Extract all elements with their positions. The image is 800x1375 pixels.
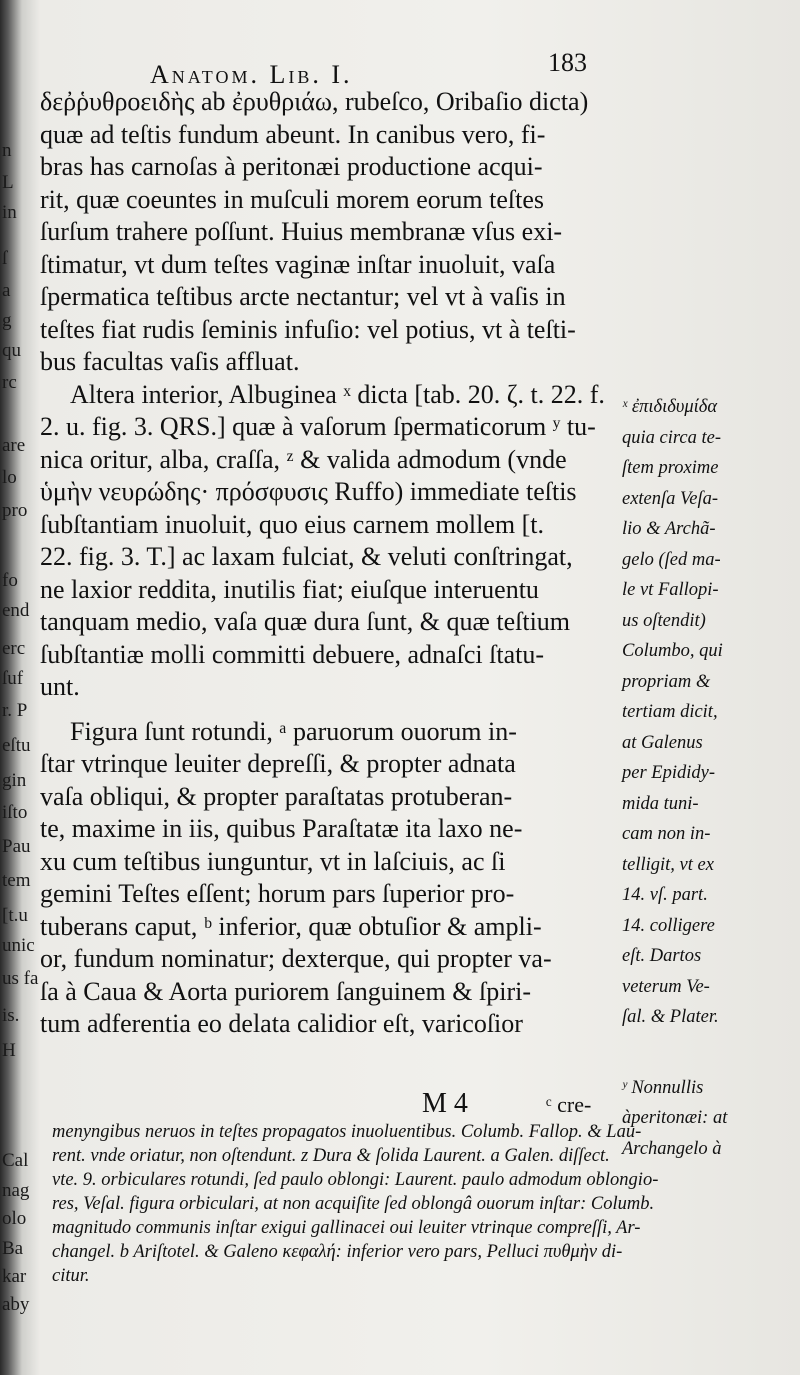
margin-note-line: eſt. Dartos (622, 946, 702, 966)
margin-note-line: àperitonæi: at (622, 1108, 728, 1128)
text-line: or, fundum nominatur; dexterque, qui propter va- (40, 944, 552, 973)
footnote-line: magnitudo communis inſtar exigui gallinacei oui leuiter vtrinque compreſſi, Ar- (52, 1218, 641, 1238)
gutter-fragment: [t.u (2, 905, 28, 926)
margin-note-line: mida tuni- (622, 793, 699, 814)
text-line: te, maxime in iis, quibus Paraſtatæ ita laxo ne- (40, 814, 523, 843)
text-line: ὑμὴν νευρώδης· πρόσφυσις Ruffo) immediate teſtis (40, 477, 577, 506)
gutter-fragment: ſuf (2, 668, 24, 689)
text-line: nica oritur, alba, craſſa, ᶻ & valida admodum (vnde (40, 444, 567, 474)
text-line: ſa à Caua & Aorta puriorem ſanguinem & ſpiri- (40, 976, 531, 1006)
text-line: 22. fig. 3. T.] ac laxam fulciat, & veluti conſtringat, (40, 542, 573, 571)
paragraph-start-line: Figura ſunt rotundi, ᵃ paruorum ouorum in- (70, 716, 517, 746)
footnote-line: changel. b Ariſtotel. & Galeno κεφαλή: inferior vero pars, Pelluci πυθμὴν di- (52, 1242, 623, 1262)
text-line: tum adferentia eo delata calidior eſt, varicoſior (40, 1009, 523, 1038)
text-line: teſtes fiat rudis ſeminis infuſio: vel potius, vt à teſti- (40, 314, 576, 344)
text-line: bus facultas vaſis affluat. (40, 347, 300, 376)
margin-note-line: at Galenus (622, 732, 703, 753)
gutter-fragment: Ba (2, 1238, 24, 1259)
text-line: δεῤῥυθροειδὴς ab ἐρυθριάω, rubeſco, Oribaſio dicta) (40, 87, 589, 116)
margin-note-line: telligit, vt ex (622, 854, 714, 875)
margin-note-line: ʸ Nonnullis (622, 1077, 704, 1098)
gutter-fragment: qu (2, 340, 21, 361)
margin-note-line: ſtem proxime (622, 458, 719, 478)
text-line: bras has carnoſas à peritonæi productione acqui- (40, 152, 543, 181)
gutter-fragment: g (2, 310, 12, 331)
footnote-line: rent. vnde oriatur, non oſtendunt. z Dura & ſolida Laurent. a Galen. diſſect. (52, 1146, 610, 1166)
gutter-fragment: pro (2, 500, 28, 521)
gutter-fragment: end (2, 600, 30, 621)
gutter-fragment: eſtu (2, 735, 31, 756)
text-line: vaſa obliqui, & propter paraſtatas protuberan- (40, 781, 513, 811)
margin-note-line: 14. vſ. part. (622, 885, 708, 905)
text-line: ſubſtantiæ molli committi debuere, adnaſci ſtatu- (40, 639, 544, 669)
gutter-fragment: tem (2, 870, 31, 891)
gutter-fragment: gin (2, 770, 27, 791)
gutter-fragment: in (2, 202, 17, 223)
margin-note-line: veterum Ve- (622, 976, 710, 997)
gutter-fragment: erc (2, 638, 26, 659)
margin-note-line: per Epididy- (622, 763, 715, 783)
gutter-fragment: ſ (2, 248, 8, 269)
gutter-fragment: nag (2, 1180, 30, 1201)
gutter-fragment: Cal (2, 1150, 29, 1171)
margin-note-line: Columbo, qui (622, 641, 723, 661)
text-line: ſtar vtrinque leuiter depreſſi, & propter adnata (40, 749, 516, 778)
gutter-fragment: iſto (2, 802, 28, 823)
margin-note-line: 14. colligere (622, 915, 715, 936)
text-line: ſubſtantiam inuoluit, quo eius carnem mollem [t. (40, 509, 545, 539)
text-line: ne laxior reddita, inutilis fiat; eiuſque interuentu (40, 574, 539, 604)
gutter-fragment: kar (2, 1266, 27, 1287)
gutter-fragment: are (2, 435, 26, 456)
margin-note-line: gelo (ſed ma- (622, 549, 721, 570)
running-head: Anatom. Lib. I. (150, 60, 353, 89)
gutter-fragment: L (2, 172, 14, 193)
margin-note-line: tertiam dicit, (622, 702, 718, 722)
text-line: unt. (40, 672, 80, 701)
text-line: gemini Teſtes eſſent; horum pars ſuperior pro- (40, 879, 515, 908)
footnote-line: menyngibus neruos in teſtes propagatos inuoluentibus. Columb. Fallop. & Lau- (52, 1122, 642, 1142)
text-line: ſurſum trahere poſſunt. Huius membranæ vſus exi- (40, 217, 563, 246)
text-line: ſpermatica teſtibus arcte nectantur; vel vt à vaſis in (40, 282, 566, 311)
text-line: tanquam medio, vaſa quæ dura ſunt, & quæ teſtium (40, 607, 571, 636)
signature-mark: M 4 (422, 1088, 468, 1119)
margin-note-line: lio & Archã- (622, 519, 716, 539)
marginal-notes (622, 392, 797, 1164)
catchword: ᶜ cre- (546, 1092, 592, 1117)
text-line: quæ ad teſtis fundum abeunt. In canibus vero, fi- (40, 119, 546, 149)
gutter-fragment: is. (2, 1005, 20, 1026)
margin-note-line: cam non in- (622, 824, 711, 844)
text-line: xu cum teſtibus iunguntur, vt in laſciuis, ac ſi (40, 846, 506, 876)
margin-note-line: le vt Fallopi- (622, 580, 719, 600)
footnote-line: vte. 9. orbiculares rotundi, ſed paulo oblongi: Laurent. paulo admodum oblongio- (52, 1170, 659, 1190)
gutter-fragment: n (2, 140, 12, 161)
gutter-fragment: a (2, 280, 11, 301)
gutter-fragment: aby (2, 1294, 30, 1315)
gutter-fragment: rc (2, 372, 17, 393)
gutter-fragment: us fa (2, 968, 39, 989)
gutter-fragment: fo (2, 570, 18, 591)
margin-note-line: extenſa Veſa- (622, 488, 719, 509)
footnote-line: citur. (52, 1266, 90, 1286)
paragraph-start-line: Altera interior, Albuginea ˣ dicta [tab. 20. ζ. t. 22. f. (70, 379, 605, 409)
text-line: rit, quæ coeuntes in muſculi morem eorum teſtes (40, 184, 545, 214)
gutter-fragment: olo (2, 1208, 27, 1229)
text-line: tuberans caput, ᵇ inferior, quæ obtuſior & ampli- (40, 911, 542, 941)
gutter-fragment: r. P (2, 700, 28, 721)
gutter-fragment: H (2, 1040, 16, 1061)
gutter-fragment: unic (2, 935, 35, 956)
margin-note-line: ˣ ἐπιδιδυμίδα (622, 397, 718, 417)
footnote-line: res, Veſal. figura orbiculari, at non acquiſite ſed oblongâ ouorum inſtar: Columb. (52, 1194, 655, 1214)
text-line: ſtimatur, vt dum teſtes vaginæ inſtar inuoluit, vaſa (40, 249, 556, 279)
margin-note-line: propriam & (622, 671, 711, 692)
footnotes (52, 1120, 792, 1288)
facing-page-gutter (0, 0, 39, 1375)
gutter-fragment: lo (2, 467, 17, 488)
margin-note-line: us oſtendit) (622, 610, 706, 631)
gutter-fragment: Pau (2, 836, 31, 857)
margin-note-line: ſal. & Plater. (622, 1007, 719, 1027)
body-text (40, 86, 620, 1041)
margin-note-line: quia circa te- (622, 427, 721, 448)
text-line: 2. u. fig. 3. QRS.] quæ à vaſorum ſpermaticorum ʸ tu- (40, 412, 596, 441)
page-number: 183 (548, 48, 587, 77)
margin-note-line: Archangelo à (622, 1138, 722, 1159)
